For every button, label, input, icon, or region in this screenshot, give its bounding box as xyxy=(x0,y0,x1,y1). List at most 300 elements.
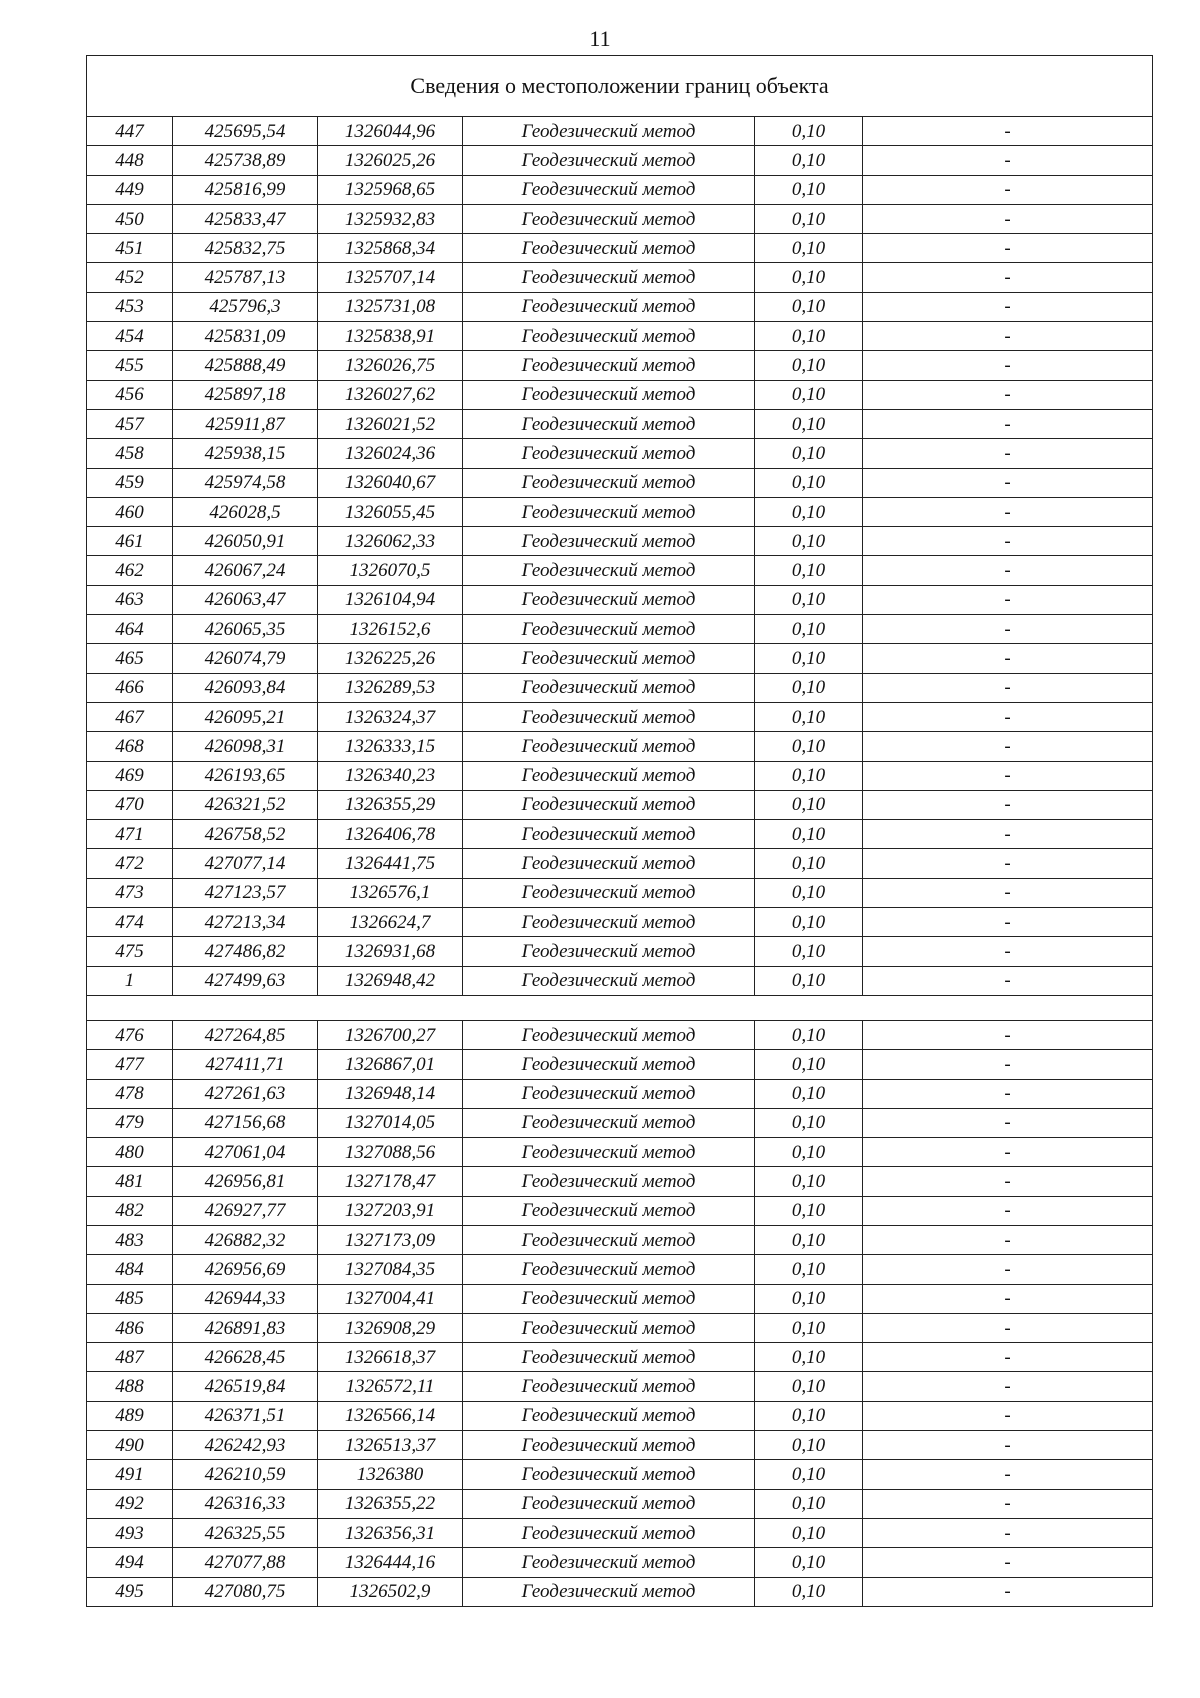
accuracy-cell: 0,10 xyxy=(755,1020,863,1049)
table-row xyxy=(87,1050,1153,1079)
method-cell: Геодезический метод xyxy=(463,966,755,995)
boundary-coordinates-table xyxy=(86,55,1153,1607)
y-coordinate-cell: 1326070,5 xyxy=(318,556,463,585)
point-number-cell: 459 xyxy=(87,468,173,497)
description-cell: - xyxy=(863,409,1153,438)
table-row xyxy=(87,292,1153,321)
method-cell: Геодезический метод xyxy=(463,1343,755,1372)
y-coordinate-cell: 1326021,52 xyxy=(318,409,463,438)
accuracy-cell: 0,10 xyxy=(755,673,863,702)
method-cell: Геодезический метод xyxy=(463,234,755,263)
table-row xyxy=(87,1431,1153,1460)
x-coordinate-cell: 426927,77 xyxy=(173,1196,318,1225)
y-coordinate-cell: 1326700,27 xyxy=(318,1020,463,1049)
point-number-cell: 472 xyxy=(87,849,173,878)
y-coordinate-cell: 1325707,14 xyxy=(318,263,463,292)
accuracy-cell: 0,10 xyxy=(755,790,863,819)
y-coordinate-cell: 1327088,56 xyxy=(318,1138,463,1167)
x-coordinate-cell: 426063,47 xyxy=(173,585,318,614)
y-coordinate-cell: 1326225,26 xyxy=(318,644,463,673)
point-number-cell: 475 xyxy=(87,937,173,966)
accuracy-cell: 0,10 xyxy=(755,117,863,146)
y-coordinate-cell: 1326340,23 xyxy=(318,761,463,790)
table-title-row xyxy=(87,56,1153,117)
point-number-cell: 463 xyxy=(87,585,173,614)
description-cell: - xyxy=(863,908,1153,937)
method-cell: Геодезический метод xyxy=(463,117,755,146)
x-coordinate-cell: 427261,63 xyxy=(173,1079,318,1108)
x-coordinate-cell: 425796,3 xyxy=(173,292,318,321)
description-cell: - xyxy=(863,351,1153,380)
table-row xyxy=(87,732,1153,761)
x-coordinate-cell: 427213,34 xyxy=(173,908,318,937)
y-coordinate-cell: 1326027,62 xyxy=(318,380,463,409)
method-cell: Геодезический метод xyxy=(463,820,755,849)
table-row xyxy=(87,849,1153,878)
table-row xyxy=(87,556,1153,585)
table-body xyxy=(87,56,1153,1607)
method-cell: Геодезический метод xyxy=(463,1138,755,1167)
table-row xyxy=(87,175,1153,204)
x-coordinate-cell: 427077,88 xyxy=(173,1548,318,1577)
method-cell: Геодезический метод xyxy=(463,1401,755,1430)
description-cell: - xyxy=(863,1577,1153,1606)
x-coordinate-cell: 426093,84 xyxy=(173,673,318,702)
y-coordinate-cell: 1326380 xyxy=(318,1460,463,1489)
y-coordinate-cell: 1325932,83 xyxy=(318,204,463,233)
method-cell: Геодезический метод xyxy=(463,1372,755,1401)
y-coordinate-cell: 1326406,78 xyxy=(318,820,463,849)
method-cell: Геодезический метод xyxy=(463,1225,755,1254)
y-coordinate-cell: 1326355,22 xyxy=(318,1489,463,1518)
description-cell: - xyxy=(863,585,1153,614)
accuracy-cell: 0,10 xyxy=(755,644,863,673)
accuracy-cell: 0,10 xyxy=(755,1225,863,1254)
x-coordinate-cell: 427123,57 xyxy=(173,878,318,907)
point-number-cell: 495 xyxy=(87,1577,173,1606)
y-coordinate-cell: 1326026,75 xyxy=(318,351,463,380)
description-cell: - xyxy=(863,1284,1153,1313)
point-number-cell: 479 xyxy=(87,1108,173,1137)
y-coordinate-cell: 1326025,26 xyxy=(318,146,463,175)
accuracy-cell: 0,10 xyxy=(755,1167,863,1196)
method-cell: Геодезический метод xyxy=(463,1460,755,1489)
x-coordinate-cell: 425833,47 xyxy=(173,204,318,233)
table-row xyxy=(87,1548,1153,1577)
method-cell: Геодезический метод xyxy=(463,702,755,731)
x-coordinate-cell: 426065,35 xyxy=(173,615,318,644)
table-row xyxy=(87,1020,1153,1049)
point-number-cell: 492 xyxy=(87,1489,173,1518)
x-coordinate-cell: 425974,58 xyxy=(173,468,318,497)
x-coordinate-cell: 425787,13 xyxy=(173,263,318,292)
description-cell: - xyxy=(863,1460,1153,1489)
point-number-cell: 481 xyxy=(87,1167,173,1196)
x-coordinate-cell: 426074,79 xyxy=(173,644,318,673)
table-row xyxy=(87,937,1153,966)
accuracy-cell: 0,10 xyxy=(755,732,863,761)
table-row xyxy=(87,497,1153,526)
point-number-cell: 486 xyxy=(87,1313,173,1342)
table-row xyxy=(87,1372,1153,1401)
y-coordinate-cell: 1325868,34 xyxy=(318,234,463,263)
y-coordinate-cell: 1326324,37 xyxy=(318,702,463,731)
description-cell: - xyxy=(863,1138,1153,1167)
x-coordinate-cell: 426956,81 xyxy=(173,1167,318,1196)
method-cell: Геодезический метод xyxy=(463,908,755,937)
x-coordinate-cell: 427156,68 xyxy=(173,1108,318,1137)
method-cell: Геодезический метод xyxy=(463,1108,755,1137)
point-number-cell: 493 xyxy=(87,1518,173,1547)
accuracy-cell: 0,10 xyxy=(755,1108,863,1137)
point-number-cell: 491 xyxy=(87,1460,173,1489)
description-cell: - xyxy=(863,1225,1153,1254)
accuracy-cell: 0,10 xyxy=(755,175,863,204)
point-number-cell: 456 xyxy=(87,380,173,409)
point-number-cell: 455 xyxy=(87,351,173,380)
accuracy-cell: 0,10 xyxy=(755,585,863,614)
method-cell: Геодезический метод xyxy=(463,204,755,233)
method-cell: Геодезический метод xyxy=(463,615,755,644)
description-cell: - xyxy=(863,1167,1153,1196)
y-coordinate-cell: 1325838,91 xyxy=(318,322,463,351)
description-cell: - xyxy=(863,878,1153,907)
point-number-cell: 454 xyxy=(87,322,173,351)
table-row xyxy=(87,790,1153,819)
y-coordinate-cell: 1326948,42 xyxy=(318,966,463,995)
table-title: Сведения о местоположении границ объекта xyxy=(87,56,1153,117)
method-cell: Геодезический метод xyxy=(463,790,755,819)
point-number-cell: 457 xyxy=(87,409,173,438)
point-number-cell: 469 xyxy=(87,761,173,790)
point-number-cell: 451 xyxy=(87,234,173,263)
point-number-cell: 462 xyxy=(87,556,173,585)
accuracy-cell: 0,10 xyxy=(755,322,863,351)
method-cell: Геодезический метод xyxy=(463,1313,755,1342)
accuracy-cell: 0,10 xyxy=(755,292,863,321)
table-row xyxy=(87,761,1153,790)
description-cell: - xyxy=(863,468,1153,497)
description-cell: - xyxy=(863,1079,1153,1108)
x-coordinate-cell: 426067,24 xyxy=(173,556,318,585)
x-coordinate-cell: 427080,75 xyxy=(173,1577,318,1606)
table-row xyxy=(87,380,1153,409)
table-row xyxy=(87,820,1153,849)
point-number-cell: 465 xyxy=(87,644,173,673)
method-cell: Геодезический метод xyxy=(463,1577,755,1606)
description-cell: - xyxy=(863,556,1153,585)
x-coordinate-cell: 426316,33 xyxy=(173,1489,318,1518)
table-row xyxy=(87,1489,1153,1518)
method-cell: Геодезический метод xyxy=(463,380,755,409)
table-row xyxy=(87,966,1153,995)
x-coordinate-cell: 427077,14 xyxy=(173,849,318,878)
description-cell: - xyxy=(863,263,1153,292)
table-row xyxy=(87,908,1153,937)
y-coordinate-cell: 1326024,36 xyxy=(318,439,463,468)
method-cell: Геодезический метод xyxy=(463,1518,755,1547)
description-cell: - xyxy=(863,644,1153,673)
description-cell: - xyxy=(863,1548,1153,1577)
table-row xyxy=(87,1255,1153,1284)
point-number-cell: 490 xyxy=(87,1431,173,1460)
accuracy-cell: 0,10 xyxy=(755,439,863,468)
x-coordinate-cell: 425695,54 xyxy=(173,117,318,146)
x-coordinate-cell: 425816,99 xyxy=(173,175,318,204)
description-cell: - xyxy=(863,292,1153,321)
table-row xyxy=(87,263,1153,292)
accuracy-cell: 0,10 xyxy=(755,263,863,292)
y-coordinate-cell: 1327004,41 xyxy=(318,1284,463,1313)
y-coordinate-cell: 1326333,15 xyxy=(318,732,463,761)
x-coordinate-cell: 426321,52 xyxy=(173,790,318,819)
accuracy-cell: 0,10 xyxy=(755,556,863,585)
point-number-cell: 461 xyxy=(87,527,173,556)
table-row xyxy=(87,468,1153,497)
accuracy-cell: 0,10 xyxy=(755,1401,863,1430)
x-coordinate-cell: 425832,75 xyxy=(173,234,318,263)
method-cell: Геодезический метод xyxy=(463,1548,755,1577)
x-coordinate-cell: 425938,15 xyxy=(173,439,318,468)
description-cell: - xyxy=(863,937,1153,966)
x-coordinate-cell: 427411,71 xyxy=(173,1050,318,1079)
description-cell: - xyxy=(863,790,1153,819)
y-coordinate-cell: 1326576,1 xyxy=(318,878,463,907)
y-coordinate-cell: 1326444,16 xyxy=(318,1548,463,1577)
point-number-cell: 477 xyxy=(87,1050,173,1079)
accuracy-cell: 0,10 xyxy=(755,966,863,995)
method-cell: Геодезический метод xyxy=(463,351,755,380)
description-cell: - xyxy=(863,146,1153,175)
accuracy-cell: 0,10 xyxy=(755,1079,863,1108)
table-row xyxy=(87,1225,1153,1254)
description-cell: - xyxy=(863,1431,1153,1460)
x-coordinate-cell: 426956,69 xyxy=(173,1255,318,1284)
y-coordinate-cell: 1327173,09 xyxy=(318,1225,463,1254)
table-row xyxy=(87,439,1153,468)
point-number-cell: 484 xyxy=(87,1255,173,1284)
method-cell: Геодезический метод xyxy=(463,409,755,438)
y-coordinate-cell: 1326055,45 xyxy=(318,497,463,526)
x-coordinate-cell: 426193,65 xyxy=(173,761,318,790)
table-row xyxy=(87,322,1153,351)
point-number-cell: 480 xyxy=(87,1138,173,1167)
method-cell: Геодезический метод xyxy=(463,556,755,585)
point-number-cell: 478 xyxy=(87,1079,173,1108)
method-cell: Геодезический метод xyxy=(463,1196,755,1225)
accuracy-cell: 0,10 xyxy=(755,1313,863,1342)
table-row xyxy=(87,527,1153,556)
accuracy-cell: 0,10 xyxy=(755,1138,863,1167)
table-row xyxy=(87,702,1153,731)
description-cell: - xyxy=(863,1313,1153,1342)
table-row xyxy=(87,615,1153,644)
method-cell: Геодезический метод xyxy=(463,175,755,204)
description-cell: - xyxy=(863,322,1153,351)
method-cell: Геодезический метод xyxy=(463,322,755,351)
y-coordinate-cell: 1326931,68 xyxy=(318,937,463,966)
x-coordinate-cell: 427061,04 xyxy=(173,1138,318,1167)
y-coordinate-cell: 1327203,91 xyxy=(318,1196,463,1225)
accuracy-cell: 0,10 xyxy=(755,1255,863,1284)
section-separator-row xyxy=(87,995,1153,1020)
y-coordinate-cell: 1326152,6 xyxy=(318,615,463,644)
description-cell: - xyxy=(863,1050,1153,1079)
accuracy-cell: 0,10 xyxy=(755,1460,863,1489)
point-number-cell: 474 xyxy=(87,908,173,937)
point-number-cell: 468 xyxy=(87,732,173,761)
y-coordinate-cell: 1326566,14 xyxy=(318,1401,463,1430)
table-row xyxy=(87,1401,1153,1430)
description-cell: - xyxy=(863,1343,1153,1372)
method-cell: Геодезический метод xyxy=(463,263,755,292)
accuracy-cell: 0,10 xyxy=(755,1518,863,1547)
table-row xyxy=(87,644,1153,673)
y-coordinate-cell: 1326908,29 xyxy=(318,1313,463,1342)
method-cell: Геодезический метод xyxy=(463,937,755,966)
accuracy-cell: 0,10 xyxy=(755,146,863,175)
x-coordinate-cell: 427499,63 xyxy=(173,966,318,995)
point-number-cell: 1 xyxy=(87,966,173,995)
x-coordinate-cell: 425911,87 xyxy=(173,409,318,438)
x-coordinate-cell: 426098,31 xyxy=(173,732,318,761)
y-coordinate-cell: 1326441,75 xyxy=(318,849,463,878)
point-number-cell: 473 xyxy=(87,878,173,907)
y-coordinate-cell: 1326040,67 xyxy=(318,468,463,497)
accuracy-cell: 0,10 xyxy=(755,937,863,966)
accuracy-cell: 0,10 xyxy=(755,234,863,263)
description-cell: - xyxy=(863,497,1153,526)
accuracy-cell: 0,10 xyxy=(755,527,863,556)
method-cell: Геодезический метод xyxy=(463,1079,755,1108)
description-cell: - xyxy=(863,175,1153,204)
point-number-cell: 471 xyxy=(87,820,173,849)
accuracy-cell: 0,10 xyxy=(755,878,863,907)
point-number-cell: 483 xyxy=(87,1225,173,1254)
table-row xyxy=(87,234,1153,263)
point-number-cell: 453 xyxy=(87,292,173,321)
method-cell: Геодезический метод xyxy=(463,673,755,702)
accuracy-cell: 0,10 xyxy=(755,409,863,438)
x-coordinate-cell: 425888,49 xyxy=(173,351,318,380)
method-cell: Геодезический метод xyxy=(463,292,755,321)
table-row xyxy=(87,1079,1153,1108)
point-number-cell: 447 xyxy=(87,117,173,146)
accuracy-cell: 0,10 xyxy=(755,1050,863,1079)
y-coordinate-cell: 1326867,01 xyxy=(318,1050,463,1079)
x-coordinate-cell: 426050,91 xyxy=(173,527,318,556)
y-coordinate-cell: 1326618,37 xyxy=(318,1343,463,1372)
y-coordinate-cell: 1325968,65 xyxy=(318,175,463,204)
method-cell: Геодезический метод xyxy=(463,1167,755,1196)
y-coordinate-cell: 1326044,96 xyxy=(318,117,463,146)
y-coordinate-cell: 1326513,37 xyxy=(318,1431,463,1460)
table-row xyxy=(87,409,1153,438)
method-cell: Геодезический метод xyxy=(463,497,755,526)
method-cell: Геодезический метод xyxy=(463,585,755,614)
y-coordinate-cell: 1326355,29 xyxy=(318,790,463,819)
x-coordinate-cell: 426210,59 xyxy=(173,1460,318,1489)
accuracy-cell: 0,10 xyxy=(755,820,863,849)
x-coordinate-cell: 426882,32 xyxy=(173,1225,318,1254)
accuracy-cell: 0,10 xyxy=(755,1343,863,1372)
description-cell: - xyxy=(863,1020,1153,1049)
x-coordinate-cell: 426628,45 xyxy=(173,1343,318,1372)
description-cell: - xyxy=(863,117,1153,146)
table-row xyxy=(87,351,1153,380)
y-coordinate-cell: 1326624,7 xyxy=(318,908,463,937)
y-coordinate-cell: 1326104,94 xyxy=(318,585,463,614)
description-cell: - xyxy=(863,527,1153,556)
accuracy-cell: 0,10 xyxy=(755,615,863,644)
accuracy-cell: 0,10 xyxy=(755,849,863,878)
accuracy-cell: 0,10 xyxy=(755,702,863,731)
method-cell: Геодезический метод xyxy=(463,1489,755,1518)
accuracy-cell: 0,10 xyxy=(755,1548,863,1577)
description-cell: - xyxy=(863,615,1153,644)
accuracy-cell: 0,10 xyxy=(755,1196,863,1225)
table-row xyxy=(87,1108,1153,1137)
table-row xyxy=(87,1167,1153,1196)
description-cell: - xyxy=(863,673,1153,702)
description-cell: - xyxy=(863,380,1153,409)
method-cell: Геодезический метод xyxy=(463,1020,755,1049)
table-row xyxy=(87,1343,1153,1372)
accuracy-cell: 0,10 xyxy=(755,351,863,380)
table-row xyxy=(87,204,1153,233)
point-number-cell: 449 xyxy=(87,175,173,204)
table-row xyxy=(87,878,1153,907)
description-cell: - xyxy=(863,234,1153,263)
x-coordinate-cell: 426891,83 xyxy=(173,1313,318,1342)
section-separator-cell xyxy=(87,995,1153,1020)
table-row xyxy=(87,1138,1153,1167)
description-cell: - xyxy=(863,1255,1153,1284)
y-coordinate-cell: 1325731,08 xyxy=(318,292,463,321)
accuracy-cell: 0,10 xyxy=(755,908,863,937)
x-coordinate-cell: 426325,55 xyxy=(173,1518,318,1547)
y-coordinate-cell: 1327014,05 xyxy=(318,1108,463,1137)
description-cell: - xyxy=(863,702,1153,731)
x-coordinate-cell: 426944,33 xyxy=(173,1284,318,1313)
accuracy-cell: 0,10 xyxy=(755,468,863,497)
point-number-cell: 489 xyxy=(87,1401,173,1430)
point-number-cell: 460 xyxy=(87,497,173,526)
x-coordinate-cell: 427486,82 xyxy=(173,937,318,966)
method-cell: Геодезический метод xyxy=(463,1284,755,1313)
method-cell: Геодезический метод xyxy=(463,439,755,468)
accuracy-cell: 0,10 xyxy=(755,1577,863,1606)
y-coordinate-cell: 1327084,35 xyxy=(318,1255,463,1284)
y-coordinate-cell: 1326502,9 xyxy=(318,1577,463,1606)
x-coordinate-cell: 426371,51 xyxy=(173,1401,318,1430)
description-cell: - xyxy=(863,966,1153,995)
point-number-cell: 464 xyxy=(87,615,173,644)
table-row xyxy=(87,117,1153,146)
point-number-cell: 485 xyxy=(87,1284,173,1313)
point-number-cell: 467 xyxy=(87,702,173,731)
table-row xyxy=(87,1313,1153,1342)
method-cell: Геодезический метод xyxy=(463,468,755,497)
accuracy-cell: 0,10 xyxy=(755,1372,863,1401)
method-cell: Геодезический метод xyxy=(463,878,755,907)
description-cell: - xyxy=(863,732,1153,761)
accuracy-cell: 0,10 xyxy=(755,204,863,233)
point-number-cell: 476 xyxy=(87,1020,173,1049)
y-coordinate-cell: 1327178,47 xyxy=(318,1167,463,1196)
description-cell: - xyxy=(863,820,1153,849)
point-number-cell: 466 xyxy=(87,673,173,702)
